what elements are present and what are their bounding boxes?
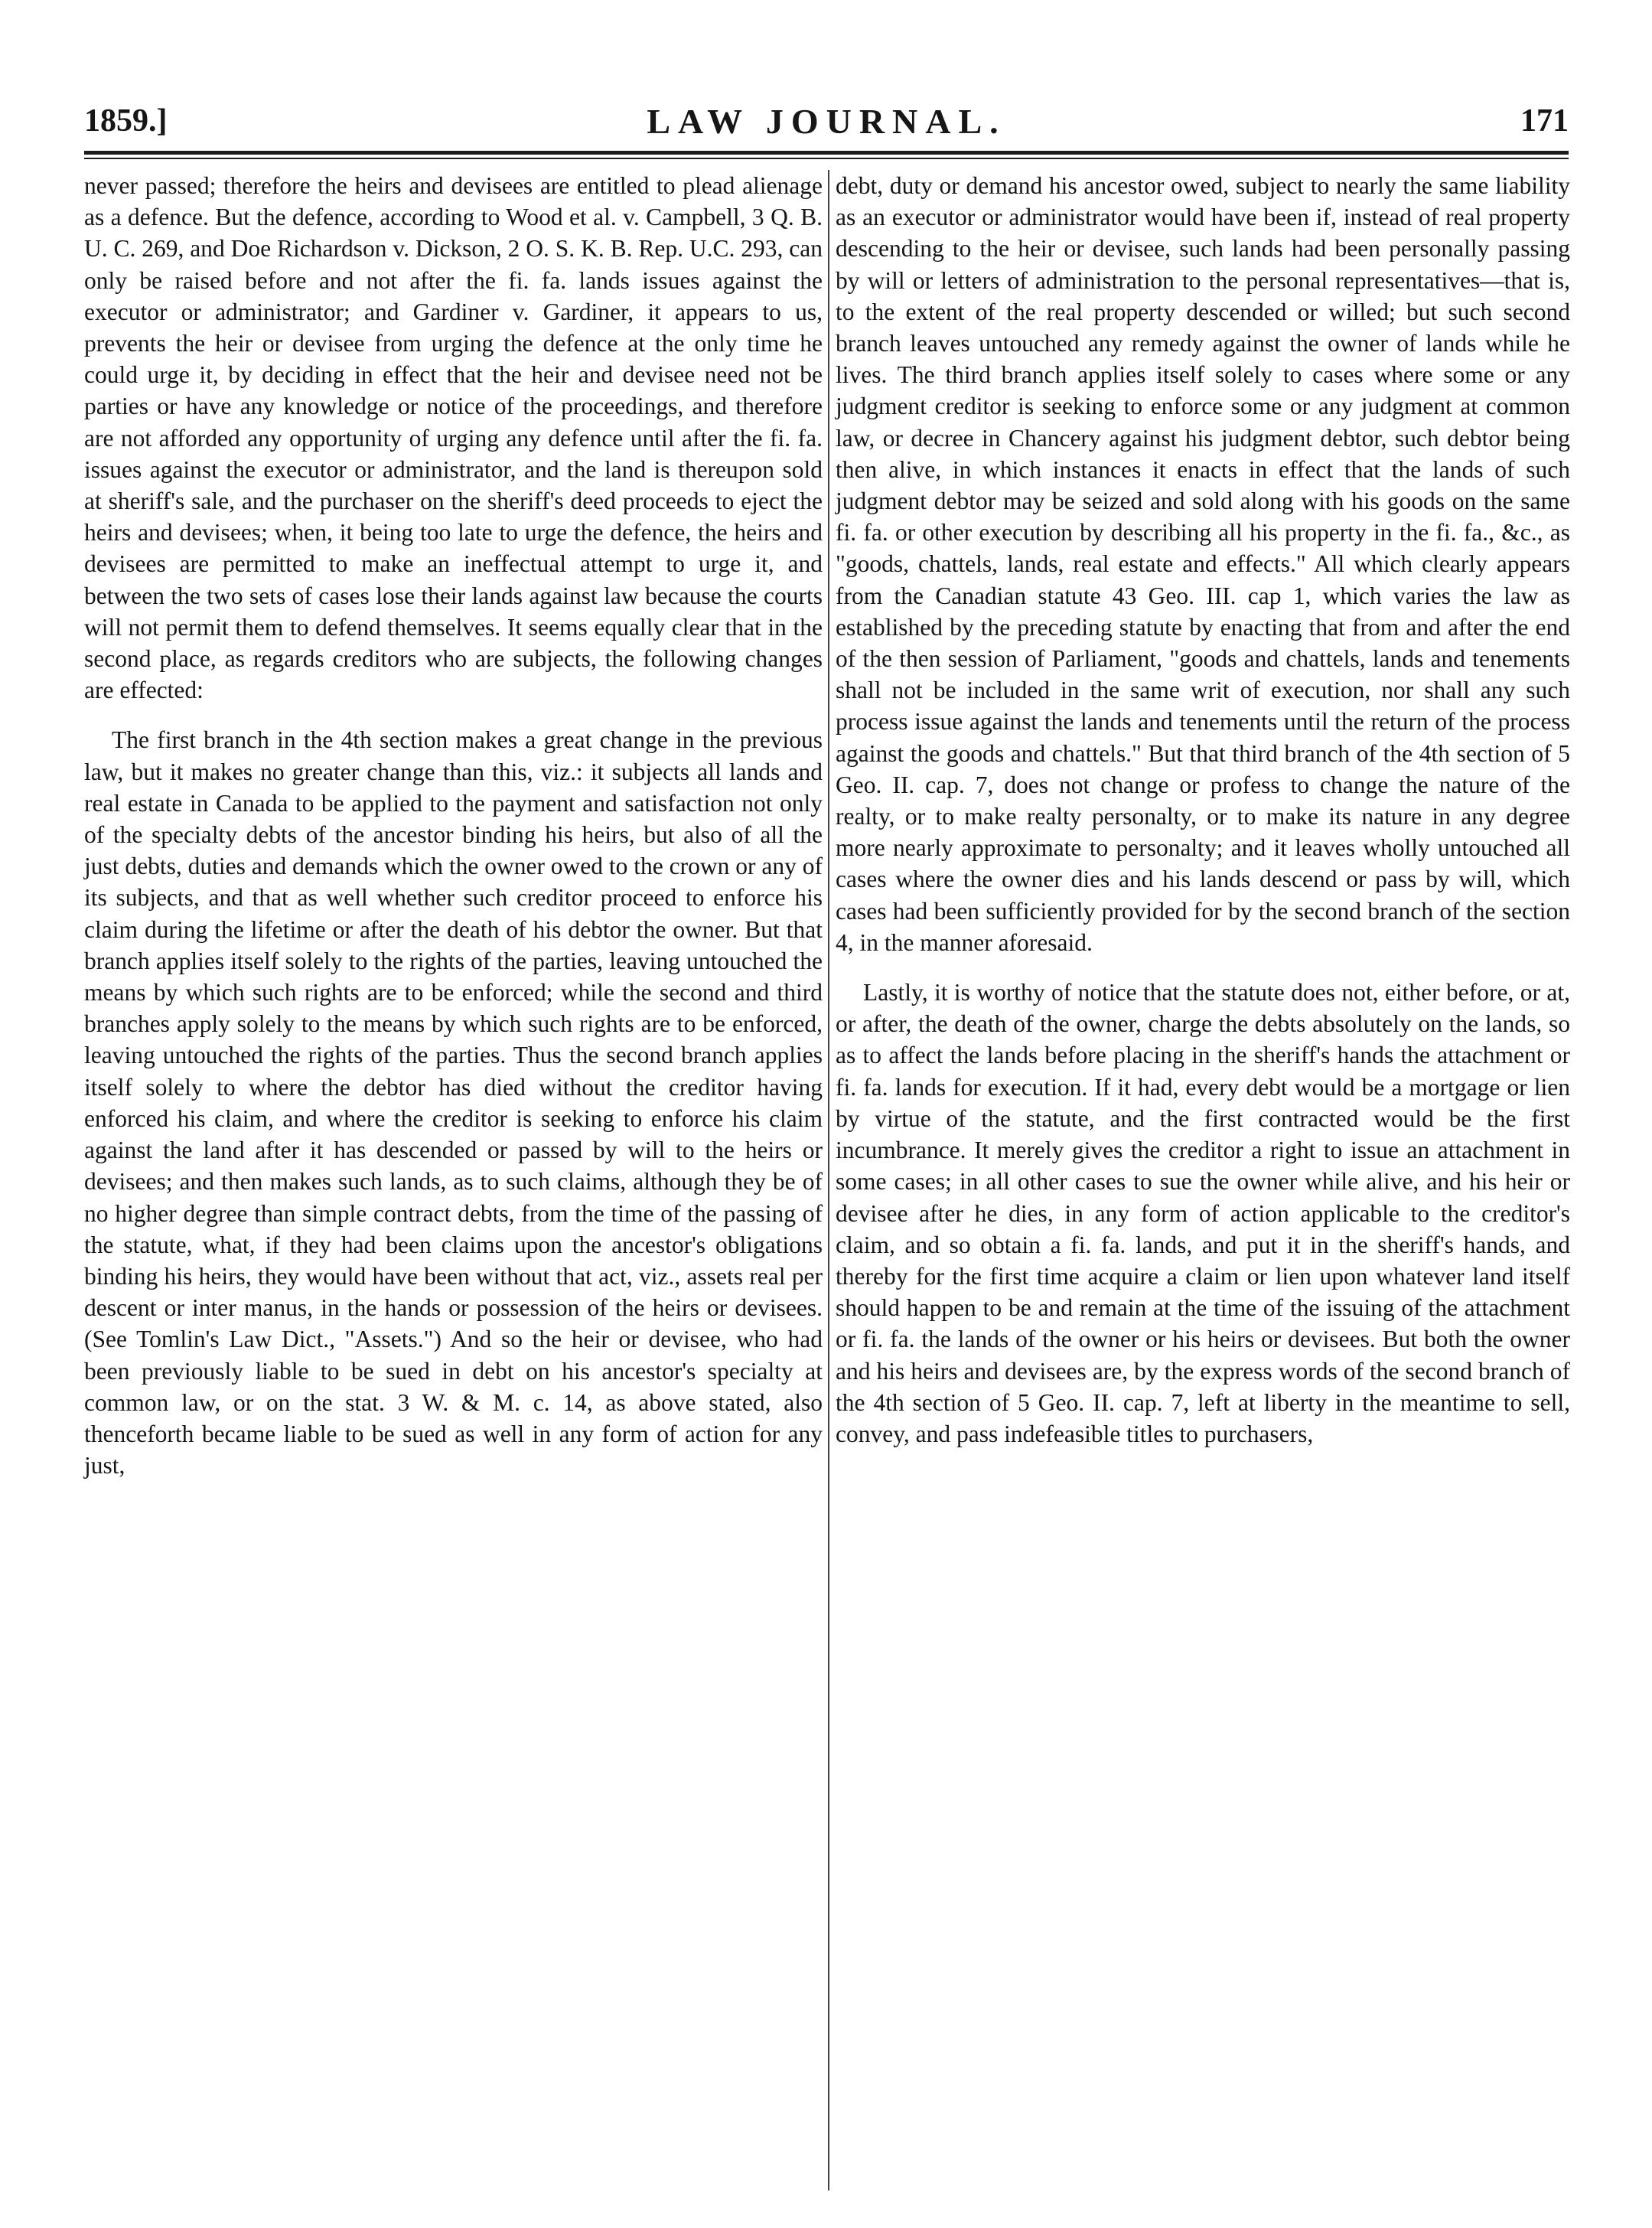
right-column	[836, 170, 1570, 1450]
right-paragraph-1: debt, duty or demand his ancestor owed, subject to nearly the same liability as an executor or administrator would have been if, instead of real property descending to the heir or devisee, such lands had been personally passing by will or letters of administration to the personal representatives—that is, to the extent of the real property descended or willed; but such second branch leaves untouched any remedy against the owner of lands while he lives. The third branch applies itself solely to cases where some or any judgment creditor is seeking to enforce some or any judgment at common law, or decree in Chancery against his judgment debtor, such debtor being then alive, in which instances it enacts in effect that the lands of such judgment debtor may be seized and sold along with his goods on the same fi. fa. or other execution by describing all his property in the fi. fa., &c., as "goods, chattels, lands, real estate and effects." All which clearly appears from the Canadian statute 43 Geo. III. cap 1, which varies the law as established by the preceding statute by enacting that from and after the end of the then session of Parliament, "goods and chattels, lands and tenements shall not be included in the same writ of execution, nor shall any such process issue against the lands and tenements until the return of the process against the goods and chattels." But that third branch of the 4th section of 5 Geo. II. cap. 7, does not change or profess to change the nature of the realty, or to make realty personalty, or to make its nature in any degree more nearly approximate to personalty; and it leaves wholly untouched all cases where the owner dies and his lands descend or pass by will, which cases had been sufficiently provided for by the second branch of the section 4, in the manner aforesaid.	[836, 172, 1570, 956]
left-paragraph-2: The first branch in the 4th section makes a great change in the previous law, but it makes no greater change than this, viz.: it subjects all lands and real estate in Canada to be applied to the payment and satisfaction not only of the specialty debts of the ancestor binding his heirs, but also of all the just debts, duties and demands which the owner owed to the crown or any of its subjects, and that as well whether such creditor proceed to enforce his claim during the lifetime or after the death of his debtor the owner. But that branch applies itself solely to the rights of the parties, leaving untouched the means by which such rights are to be enforced; while the second and third branches apply solely to the means by which such rights are to be enforced, leaving untouched the rights of the parties. Thus the second branch applies itself solely to where the debtor has died without the creditor having enforced his claim, and where the creditor is seeking to enforce his claim against the land after it has descended or passed by will to the heirs or devisees; and then makes such lands, as to such claims, although they be of no higher degree than simple contract debts, from the time of the passing of the statute, what, if they had been claims upon the ancestor's obligations binding his heirs, they would have been without that act, viz., assets real per descent or inter manus, in the hands or possession of the heirs or devisees. (See Tomlin's Law Dict., "Assets.") And so the heir or devisee, who had been previously liable to be sued in debt on his ancestor's specialty at common law, or on the stat. 3 W. & M. c. 14, as above stated, also thenceforth became liable to be sued as well in any form of action for any just,	[84, 726, 823, 1479]
header-rule-thick	[84, 151, 1569, 155]
header-year: 1859.]	[84, 103, 168, 139]
header-rule-thin	[84, 158, 1569, 159]
right-paragraph-2: Lastly, it is worthy of notice that the statute does not, either before, or at, or after, the death of the owner, charge the debts absolutely on the lands, so as to affect the lands before placing in the sheriff's hands the attachment or fi. fa. lands for execution. If it had, every debt would be a mortgage or lien by virtue of the statute, and the first contracted would be the first incumbrance. It merely gives the creditor a right to issue an attachment in some cases; in all other cases to sue the owner while alive, and his heir or devisee after he dies, in any form of action applicable to the creditor's claim, and so obtain a fi. fa. lands, and put it in the sheriff's hands, and thereby for the first time acquire a claim or lien upon whatever land itself should happen to be and remain at the time of the issuing of the attachment or fi. fa. the lands of the owner or his heirs or devisees. But both the owner and his heirs and devisees are, by the express words of the second branch of the 4th section of 5 Geo. II. cap. 7, left at liberty in the meantime to sell, convey, and pass indefeasible titles to purchasers,	[836, 979, 1570, 1447]
page-header	[84, 101, 1569, 147]
column-divider	[828, 170, 829, 2190]
left-paragraph-1: never passed; therefore the heirs and devisees are entitled to plead alienage as a defence. But the defence, according to Wood et al. v. Campbell, 3 Q. B. U. C. 269, and Doe Richardson v. Dickson, 2 O. S. K. B. Rep. U.C. 293, can only be raised before and not after the fi. fa. lands issues against the executor or administrator; and Gardiner v. Gardiner, it appears to us, prevents the heir or devisee from urging the defence at the only time he could urge it, by deciding in effect that the heir and devisee need not be parties or have any knowledge or notice of the proceedings, and therefore are not afforded any opportunity of urging any defence until after the fi. fa. issues against the executor or administrator, and the land is thereupon sold at sheriff's sale, and the purchaser on the sheriff's deed proceeds to eject the heirs and devisees; when, it being too late to urge the defence, the heirs and devisees are permitted to make an ineffectual attempt to urge it, and between the two sets of cases lose their lands against law because the courts will not permit them to defend themselves. It seems equally clear that in the second place, as regards creditors who are subjects, the following changes are effected:	[84, 172, 823, 704]
left-column	[84, 170, 823, 1481]
page-number: 171	[1520, 103, 1569, 139]
journal-title: LAW JOURNAL.	[647, 102, 1006, 141]
